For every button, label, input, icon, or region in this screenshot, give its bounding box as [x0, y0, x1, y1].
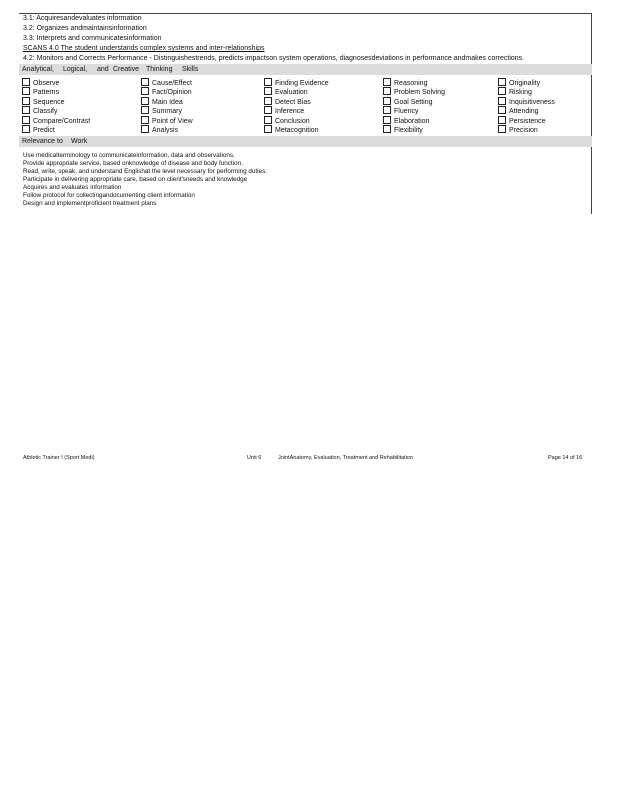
skill-checkbox[interactable]: [498, 87, 506, 95]
skill-checkbox[interactable]: [22, 97, 30, 105]
skill-label: Classify: [33, 108, 58, 116]
skill-label: Observe: [33, 80, 60, 87]
skills-header: [19, 64, 592, 75]
relevance-header-word: Relevance: [22, 138, 56, 145]
relevance-header: [19, 136, 592, 147]
skill-item[interactable]: [22, 125, 55, 135]
skill-checkbox[interactable]: [498, 78, 506, 86]
skills-header-word: and: [97, 66, 109, 73]
skill-checkbox[interactable]: [22, 116, 30, 124]
standard-3-1: 3.1: Acquiresandevaluates information: [23, 15, 142, 22]
skill-label: Predict: [33, 127, 55, 134]
skill-checkbox[interactable]: [383, 78, 391, 86]
skill-label: Persistence: [509, 117, 546, 125]
skill-checkbox[interactable]: [141, 78, 149, 86]
skill-label: Metacognition: [275, 127, 319, 134]
skill-item[interactable]: [264, 125, 319, 135]
standard-3-2: 3.2: Organizes andmaintainsinformation: [23, 25, 147, 32]
skill-checkbox[interactable]: [383, 87, 391, 95]
skill-label: Cause/Effect: [152, 80, 192, 87]
skill-checkbox[interactable]: [383, 97, 391, 105]
skill-checkbox[interactable]: [141, 87, 149, 95]
skill-checkbox[interactable]: [498, 106, 506, 114]
relevance-header-word: to: [57, 138, 63, 145]
skill-checkbox[interactable]: [264, 78, 272, 86]
standard-3-3: 3.3: Interprets and communicatesinformation: [23, 35, 162, 42]
relevance-item: Design and implementproficient treatment plans: [23, 200, 157, 207]
skill-label: Evaluation: [275, 89, 308, 97]
skill-label: Precision: [509, 127, 538, 134]
skill-label: Sequence: [33, 98, 65, 106]
skill-checkbox[interactable]: [141, 97, 149, 105]
relevance-item: Read, write, speak, and understand Englishat the level necessary for performing duties.: [23, 168, 267, 175]
skill-checkbox[interactable]: [141, 106, 149, 114]
skill-label: Conclusion: [275, 117, 310, 125]
skill-checkbox[interactable]: [264, 97, 272, 105]
skill-label: Analysis: [152, 127, 179, 134]
skill-label: Reasoning: [394, 80, 428, 87]
skill-label: Finding Evidence: [275, 80, 329, 87]
skills-header-word: Creative: [113, 66, 140, 73]
skill-label: Attending: [509, 108, 539, 116]
skill-checkbox[interactable]: [141, 116, 149, 124]
skill-item[interactable]: [141, 125, 178, 135]
skill-checkbox[interactable]: [22, 106, 30, 114]
skill-label: Fluency: [394, 108, 419, 116]
footer-course: Athletic Trainer I (Sport Medi): [23, 455, 95, 461]
relevance-item: Acquires and evaluates information: [23, 184, 122, 191]
skill-label: Inference: [275, 108, 305, 116]
skills-header-word: Skills: [182, 66, 199, 73]
skill-checkbox[interactable]: [264, 87, 272, 95]
skill-label: Detect Bias: [275, 98, 311, 106]
footer-unit-title: JointAnatomy, Evaluation, Treatment and Rehabilitation: [278, 455, 414, 461]
skill-label: Flexibility: [394, 127, 423, 134]
skill-label: Risking: [509, 89, 532, 97]
skill-checkbox[interactable]: [22, 125, 30, 133]
skill-checkbox[interactable]: [383, 125, 391, 133]
skill-checkbox[interactable]: [498, 97, 506, 105]
skill-checkbox[interactable]: [264, 106, 272, 114]
skill-checkbox[interactable]: [498, 116, 506, 124]
footer-unit: Unit 6: [247, 455, 262, 461]
relevance-header-word: Work: [71, 138, 88, 145]
skills-header-word: Analytical,: [22, 66, 54, 73]
skill-label: Originality: [509, 80, 541, 87]
skill-label: Inquisitiveness: [509, 98, 555, 106]
skill-checkbox[interactable]: [22, 78, 30, 86]
skill-checkbox[interactable]: [264, 116, 272, 124]
skill-checkbox[interactable]: [264, 125, 272, 133]
skills-header-word: Thinking: [146, 66, 173, 73]
skill-checkbox[interactable]: [141, 125, 149, 133]
relevance-item: Participate in delivering appropriate care, based on client'sneeds and knowledge: [23, 176, 248, 183]
skill-label: Patterns: [33, 89, 60, 97]
skill-label: Summary: [152, 108, 182, 116]
skill-item[interactable]: [498, 125, 538, 135]
skill-label: Fact/Opinion: [152, 89, 192, 97]
skill-label: Elaboration: [394, 117, 430, 125]
skill-checkbox[interactable]: [383, 106, 391, 114]
skill-label: Main Idea: [152, 98, 183, 106]
scans-detail: 4.2: Monitors and Corrects Performance - Distinguishestrends, predicts impactson system operations, diagnosesdeviations in performance andmakes corrections.: [23, 55, 525, 62]
relevance-item: Use medicalterminology to communicateinformation, data and observations.: [23, 152, 235, 159]
scans-title: SCANS 4.0 The student understands complex systems and inter-relationships: [23, 45, 265, 52]
relevance-item: Provide appropriate service, based onknowledge of disease and body function.: [23, 160, 243, 167]
skill-checkbox[interactable]: [383, 116, 391, 124]
skill-item[interactable]: [383, 125, 423, 135]
skill-label: Problem Solving: [394, 89, 445, 97]
skill-checkbox[interactable]: [22, 87, 30, 95]
skill-label: Point of View: [152, 117, 193, 125]
skills-header-word: Logical,: [63, 66, 88, 73]
skill-label: Compare/Contrast: [33, 117, 91, 125]
skill-checkbox[interactable]: [498, 125, 506, 133]
footer-page: Page 14 of 16: [548, 455, 583, 461]
relevance-item: Follow protocol for collectingandocumenting client information: [23, 192, 195, 199]
skill-label: Goal Setting: [394, 98, 433, 106]
